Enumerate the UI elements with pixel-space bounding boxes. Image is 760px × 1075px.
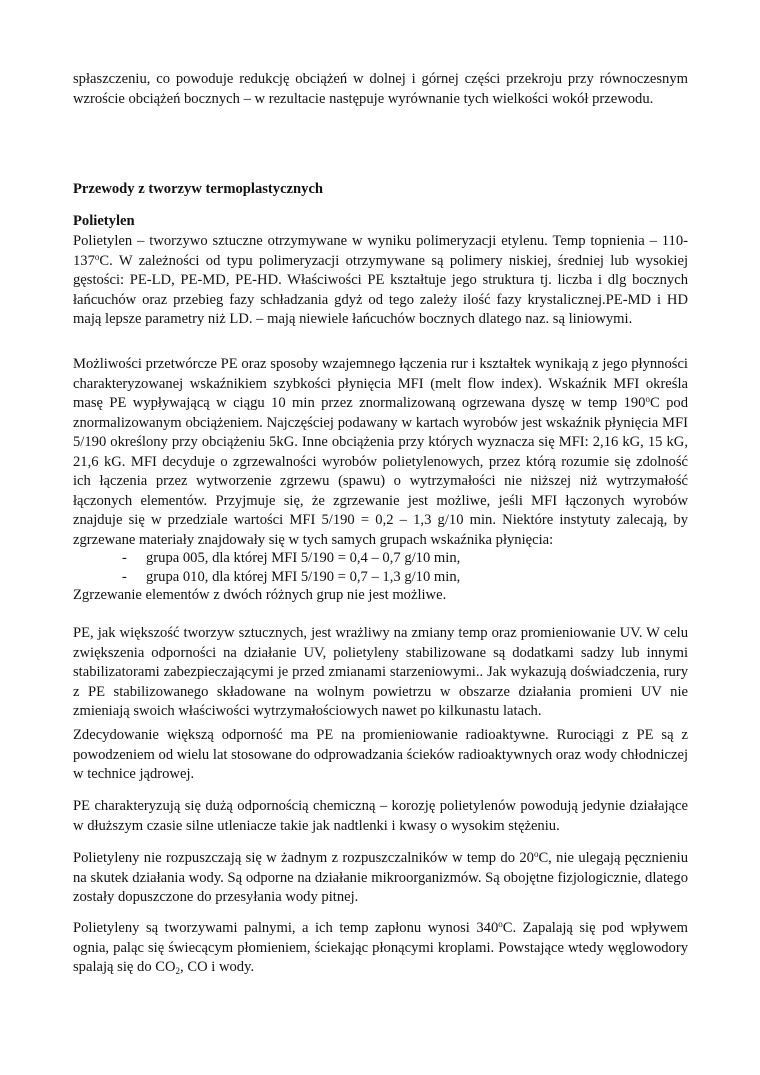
subsection-heading: Polietylen (73, 213, 135, 229)
paragraph-flammability (73, 919, 688, 978)
list-item-text: grupa 010, dla której MFI 5/190 = 0,7 – 1,3 g/10 min, (146, 569, 461, 585)
paragraph-radioactive (73, 726, 688, 785)
para6-text-b: C, nie ulegają pęcznieniu na skutek działania wody. Są odporne na działanie mikroorganizmów. Są obojętne fizjologicznie, dlatego zostały dopuszczone do przesyłania wody pitnej. (73, 850, 688, 905)
intro-paragraph (73, 70, 688, 109)
para6-text-a: Polietyleny nie rozpuszczają się w żadnym z rozpuszczalników w temp do 20 (73, 850, 534, 866)
paragraph-polyethylene-definition (73, 232, 688, 330)
list-item (122, 568, 460, 588)
para5-text: PE charakteryzują się dużą odpornością chemiczną – korozję polietylenów powodują jedynie działające w dłuższym czasie silne utleniacze takie jak nadtlenki i kwasy o wysokim stężeniu. (73, 798, 688, 834)
list-item (122, 549, 460, 569)
subscript-2: 2 (175, 966, 181, 976)
degree-symbol: o (645, 394, 650, 404)
paragraph-mfi (73, 355, 688, 550)
para7-text-c: , CO i wody. (180, 959, 255, 975)
paragraph-solvents (73, 849, 688, 908)
degree-symbol: o (94, 251, 100, 262)
paragraph-welding-note (73, 586, 688, 606)
para7-text-b: C. Zapalają się pod wpływem ognia, paląc się świecącym płomieniem, ściekając płonącymi kroplami. Powstające wtedy węglowodory spalają się do CO (73, 920, 688, 975)
degree-symbol: o (498, 919, 503, 929)
list-marker: - (122, 569, 127, 585)
paragraph-uv (73, 624, 688, 722)
degree-symbol: o (533, 849, 539, 859)
list-item-text: grupa 005, dla której MFI 5/190 = 0,4 – 0,7 g/10 min, (146, 550, 461, 566)
paragraph-chemical (73, 797, 688, 836)
para3-text: PE, jak większość tworzyw sztucznych, jest wrażliwy na zmiany temp oraz promieniowanie UV. W celu zwiększenia odporności na działanie UV, polietyleny stabilizowane są dodatkami sadzy lub innymi stabilizatorami zabezpieczającymi je przed zmianami starzeniowymi.. Jak wykazują doświadczenia, rury z PE stabilizowanego składowane na wolnym powietrzu w obszarze działania promieni UV nie zmieniają swoich właściwości wytrzymałościowych nawet po kilkunastu latach. (73, 625, 688, 719)
intro-text: spłaszczeniu, co powoduje redukcję obciążeń w dolnej i górnej części przekroju przy równoczesnym wzroście obciążeń bocznych – w rezultacie następuje wyrównanie tych wielkości wokół przewodu. (73, 71, 688, 107)
para7-text-a: Polietyleny są tworzywami palnymi, a ich temp zapłonu wynosi 340 (73, 920, 499, 936)
list-marker: - (122, 550, 127, 566)
para2-text-a: Możliwości przetwórcze PE oraz sposoby wzajemnego łączenia rur i kształtek wynikają z jego płynności charakteryzowanej wskaźnikiem szybkości płynięcia MFI (melt flow index). Wskaźnik MFI określa masę PE wypływającą w ciągu 10 min przez znormalizowaną ogrzewana dyszę w temp 190 (73, 356, 688, 411)
para1-text-b: C. W zależności od typu polimeryzacji otrzymywane są polimery niskiej, średniej lub wysokiej gęstości: PE-LD, PE-MD, PE-HD. Właściwości PE kształtuje jego struktura tj. liczba i dlg bocznych łańcuchów oraz przebieg fazy schładzania gdyż od tego zależy ilość fazy krystalicznej.PE-MD i HD mają lepsze parametry niż LD. – mają niewiele łańcuchów bocznych dlatego naz. są liniowymi. (73, 252, 688, 327)
para2-text-b: C pod znormalizowanym obciążeniem. Najczęściej podawany w kartach wyrobów jest wskaźnik płynięcia MFI 5/190 określony przy obciążeniu 5kG. Inne obciążenia przy których wyznacza się MFI: 2,16 kG, 15 kG, 21,6 kG. MFI decyduje o zgrzewalności wyrobów polietylenowych, przez którą rozumie się zdolność ich łączenia przez wytworzenie zgrzewu (spawu) o wytrzymałości nie niższej niż wytrzymałość łączonych elementów. Przyjmuje się, że zgrzewanie jest możliwe, jeśli MFI łączonych wyrobów znajduje się w przedziale wartości MFI 5/190 = 0,2 – 1,3 g/10 min. Niektóre instytuty zalecają, by zgrzewane materiały znajdowały się w tych samych grupach wskaźnika płynięcia: (73, 395, 688, 548)
para4-text: Zdecydowanie większą odporność ma PE na promieniowanie radioaktywne. Rurociągi z PE są z powodzeniem od wielu lat stosowane do odprowadzania ścieków radioaktywnych oraz wody chłodniczej w technice jądrowej. (73, 727, 688, 782)
section-heading: Przewody z tworzyw termoplastycznych (73, 181, 324, 197)
welding-note-text: Zgrzewanie elementów z dwóch różnych grup nie jest możliwe. (73, 587, 447, 603)
para1-text-a: Polietylen – tworzywo sztuczne otrzymywane w wyniku polimeryzacji etylenu. Temp topnienia – 110-137 (73, 233, 688, 269)
